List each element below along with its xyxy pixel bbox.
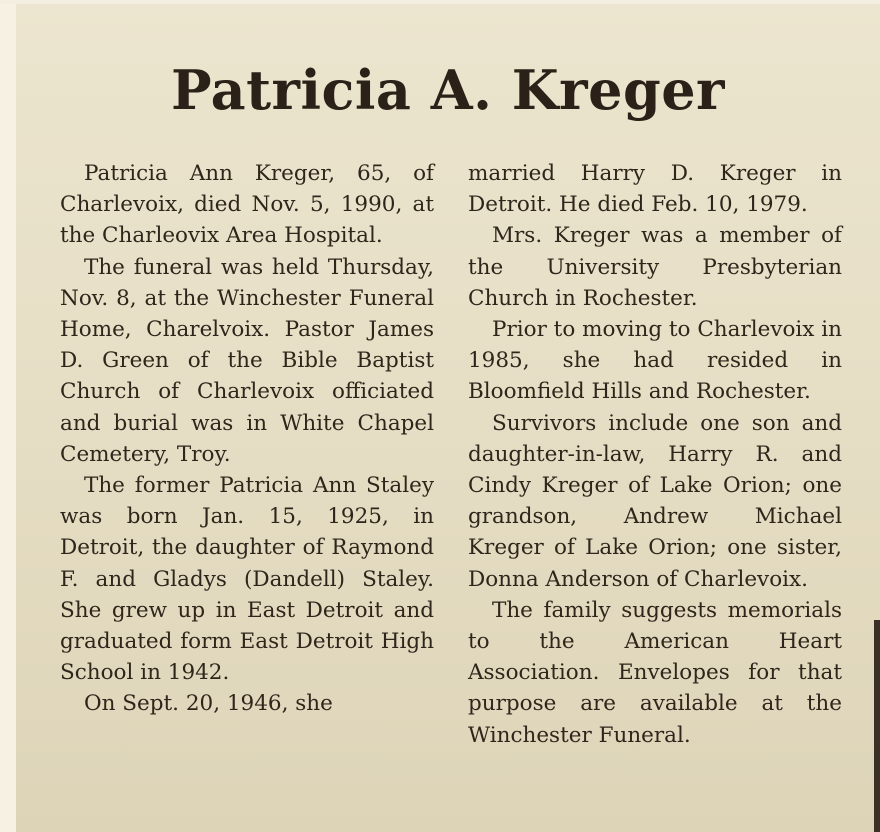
paragraph-funeral: The funeral was held Thursday, Nov. 8, at the Winchester Funeral Home, Charelvoix. Pastor James D. Green of the Bible Baptist Church of Charlevoix officiated and burial was in White Chapel Cemetery, Troy. [60,254,434,467]
right-column [468,158,842,751]
paragraph-church-membership: Mrs. Kreger was a member of the University Presbyterian Church in Rochester. [468,223,842,311]
page-edge-shadow [874,620,880,832]
paragraph-marriage-start: On Sept. 20, 1946, she [84,691,333,717]
paragraph-marriage-continued: married Harry D. Kreger in Detroit. He died Feb. 10, 1979. [468,161,842,218]
paragraph-survivors: Survivors include one son and daughter-in-law, Harry R. and Cindy Kreger of Lake Orion; one grandson, Andrew Michael Kreger of Lake Orion; one sister, Donna Anderson of Charlevoix. [468,410,842,592]
paragraph-residence: Prior to moving to Charlevoix in 1985, she had resided in Bloomfield Hills and Rochester. [468,317,842,405]
left-column [60,158,434,720]
obituary-title: Patricia A. Kreger [170,58,726,122]
paragraph-memorials: The family suggests memorials to the American Heart Association. Envelopes for that purpose are available at the Winchester Funeral. [468,597,842,748]
paragraph-death-notice: Patricia Ann Kreger, 65, of Charlevoix, died Nov. 5, 1990, at the Charleovix Area Hospital. [60,161,434,249]
page-margin [0,0,16,832]
paragraph-biography: The former Patricia Ann Staley was born Jan. 15, 1925, in Detroit, the daughter of Raymond F. and Gladys (Dandell) Staley. She grew up in East Detroit and graduated form East Detroit High School in 1942. [60,473,434,686]
